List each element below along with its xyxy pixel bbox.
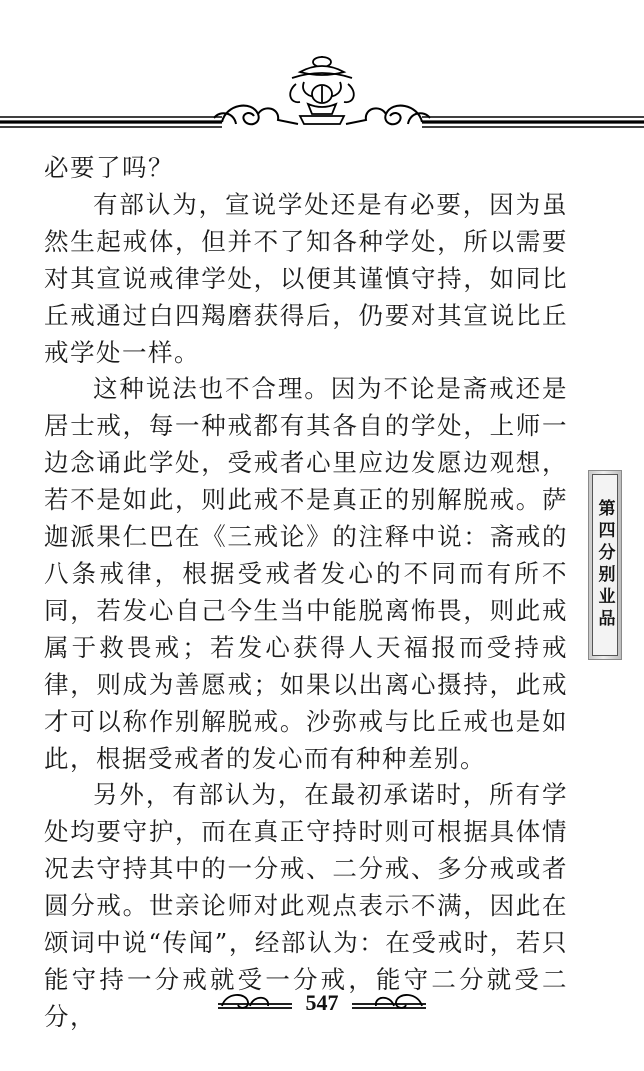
chapter-side-tab	[588, 470, 622, 660]
chapter-label: 第四分别业品	[594, 499, 615, 631]
header-ornament	[0, 0, 644, 150]
body-text	[44, 150, 568, 1036]
paragraph: 这种说法也不合理。因为不论是斋戒还是居士戒，每一种戒都有其各自的学处，上师一边念诵此学处，受戒者心里应边发愿边观想，若不是如此，则此戒不是真正的别解脱戒。萨迦派果仁巴在《三戒论》的注释中说：斋戒的八条戒律，根据受戒者发心的不同而有所不同，若发心自己今生当中能脱离怖畏，则此戒属于救畏戒；若发心获得人天福报而受持戒律，则成为善愿戒；如果以出离心摄持，此戒才可以称作别解脱戒。沙弥戒与比丘戒也是如此，根据受戒者的发心而有种种差别。	[44, 374, 568, 773]
page-number: 547	[305, 990, 339, 1015]
paragraph: 必要了吗？	[44, 153, 174, 182]
paragraph: 有部认为，宣说学处还是有必要，因为虽然生起戒体，但并不了知各种学处，所以需要对其宣说戒律学处，以便其谨慎守持，如同比丘戒通过白四羯磨获得后，仍要对其宣说比丘戒学处一样。	[44, 189, 568, 367]
paragraph: 另外，有部认为，在最初承诺时，所有学处均要守护，而在真正守持时则可根据具体情况去守持其中的一分戒、二分戒、多分戒或者圆分戒。世亲论师对此观点表示不满，因此在颂词中说“传闻”，经部认为：在受戒时，若只能守持一分戒就受一分戒，能守二分就受二分，	[44, 780, 568, 1031]
